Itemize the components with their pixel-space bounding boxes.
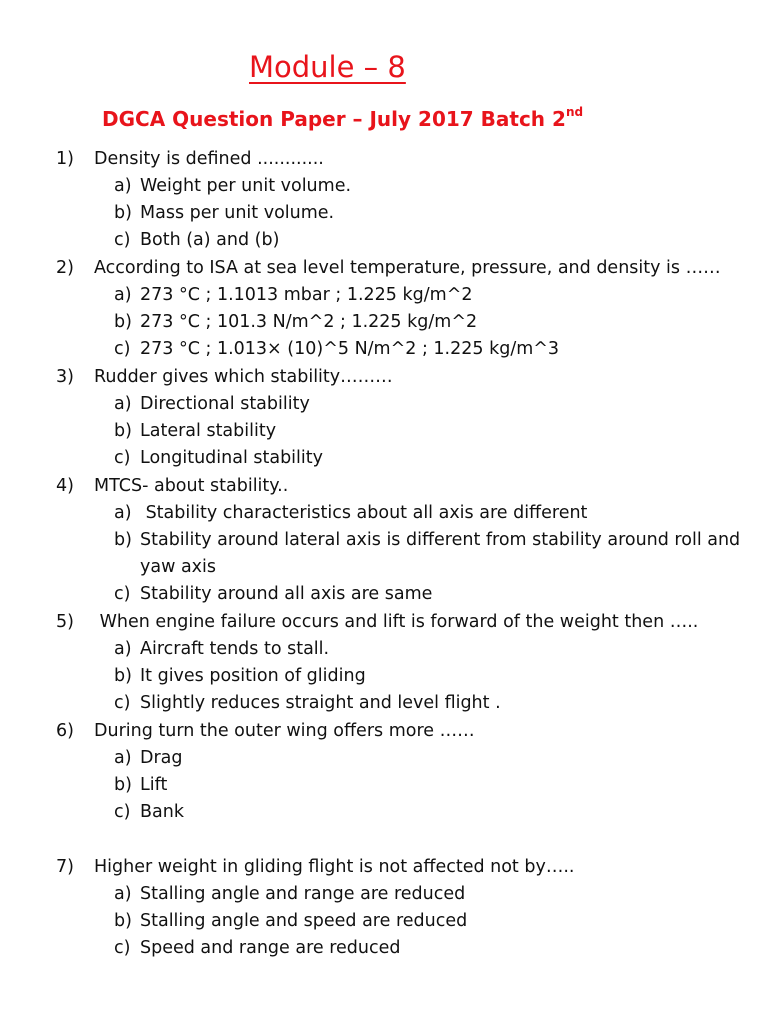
option-6c [114,801,184,823]
option-label: a) [114,176,132,196]
option-label: a) [114,394,132,414]
option-4c [114,583,432,605]
option-text: Drag [140,748,183,768]
option-3c [114,447,323,469]
option-label: c) [114,230,131,250]
option-text: Weight per unit volume. [140,176,352,196]
option-label: b) [114,312,132,332]
option-2c [114,338,559,360]
option-7c [114,937,401,959]
module-title: Module – 8 [249,50,406,84]
option-text: Stalling angle and range are reduced [140,884,466,904]
question-3 [56,366,393,388]
option-text: Aircraft tends to stall. [140,639,330,659]
option-text: It gives position of gliding [140,666,366,686]
question-1 [56,148,324,170]
option-label: b) [114,666,132,686]
question-number: 3) [56,367,74,387]
option-label: a) [114,748,132,768]
question-text: According to ISA at sea level temperature, pressure, and density is …… [94,258,721,278]
option-text: 273 °C ; 1.013× (10)^5 N/m^2 ; 1.225 kg/m^3 [140,339,560,359]
question-text: Higher weight in gliding flight is not affected not by….. [94,857,575,877]
option-1c [114,229,279,251]
question-number: 5) [56,612,74,632]
question-number: 2) [56,258,74,278]
option-label: c) [114,448,131,468]
question-number: 1) [56,149,74,169]
paper-title [102,107,583,131]
paper-title-superscript: nd [565,105,584,120]
question-text: Rudder gives which stability……… [94,367,393,387]
option-label: b) [114,530,132,550]
option-2a [114,284,473,306]
question-text: Density is defined ............ [94,149,324,169]
option-label: a) [114,285,132,305]
option-label: a) [114,639,132,659]
question-text: When engine failure occurs and lift is forward of the weight then ….. [94,612,699,632]
option-text: Stability around all axis are same [140,584,433,604]
option-7a [114,883,465,905]
option-label: a) [114,503,132,523]
option-5c [114,692,501,714]
option-label: c) [114,693,131,713]
option-label: b) [114,911,132,931]
option-text: Both (a) and (b) [140,230,280,250]
paper-title-text: DGCA Question Paper – July 2017 Batch 2 [102,107,566,131]
question-text: MTCS- about stability.. [94,476,289,496]
option-3a [114,393,310,415]
option-4b [114,529,740,551]
question-6 [56,720,475,742]
option-text: Stability around lateral axis is different from stability around roll and [140,530,741,550]
question-2 [56,257,721,279]
question-text: During turn the outer wing offers more …… [94,721,475,741]
option-text: Mass per unit volume. [140,203,335,223]
option-label: b) [114,775,132,795]
question-number: 4) [56,476,74,496]
option-text: Directional stability [140,394,310,414]
option-text: Longitudinal stability [140,448,323,468]
option-label: c) [114,339,131,359]
option-3b [114,420,276,442]
option-text: Bank [140,802,184,822]
option-2b [114,311,477,333]
option-text: 273 °C ; 101.3 N/m^2 ; 1.225 kg/m^2 [140,312,478,332]
option-text: Stability characteristics about all axis are different [140,503,588,523]
option-label: c) [114,938,131,958]
option-4a [114,502,587,524]
option-5a [114,638,329,660]
option-1a [114,175,351,197]
option-label: b) [114,203,132,223]
option-text: Lateral stability [140,421,277,441]
question-4 [56,475,288,497]
question-5 [56,611,698,633]
option-label: a) [114,884,132,904]
option-text: Slightly reduces straight and level flight . [140,693,501,713]
option-7b [114,910,467,932]
option-6a [114,747,183,769]
option-label: b) [114,421,132,441]
option-label: c) [114,584,131,604]
option-1b [114,202,334,224]
option-4b-continuation: yaw axis [140,557,217,577]
option-6b [114,774,167,796]
option-text: 273 °C ; 1.1013 mbar ; 1.225 kg/m^2 [140,285,473,305]
option-label: c) [114,802,131,822]
option-text: Stalling angle and speed are reduced [140,911,468,931]
question-number: 6) [56,721,74,741]
question-number: 7) [56,857,74,877]
option-text: Lift [140,775,168,795]
question-7 [56,856,574,878]
option-5b [114,665,366,687]
option-text: Speed and range are reduced [140,938,401,958]
